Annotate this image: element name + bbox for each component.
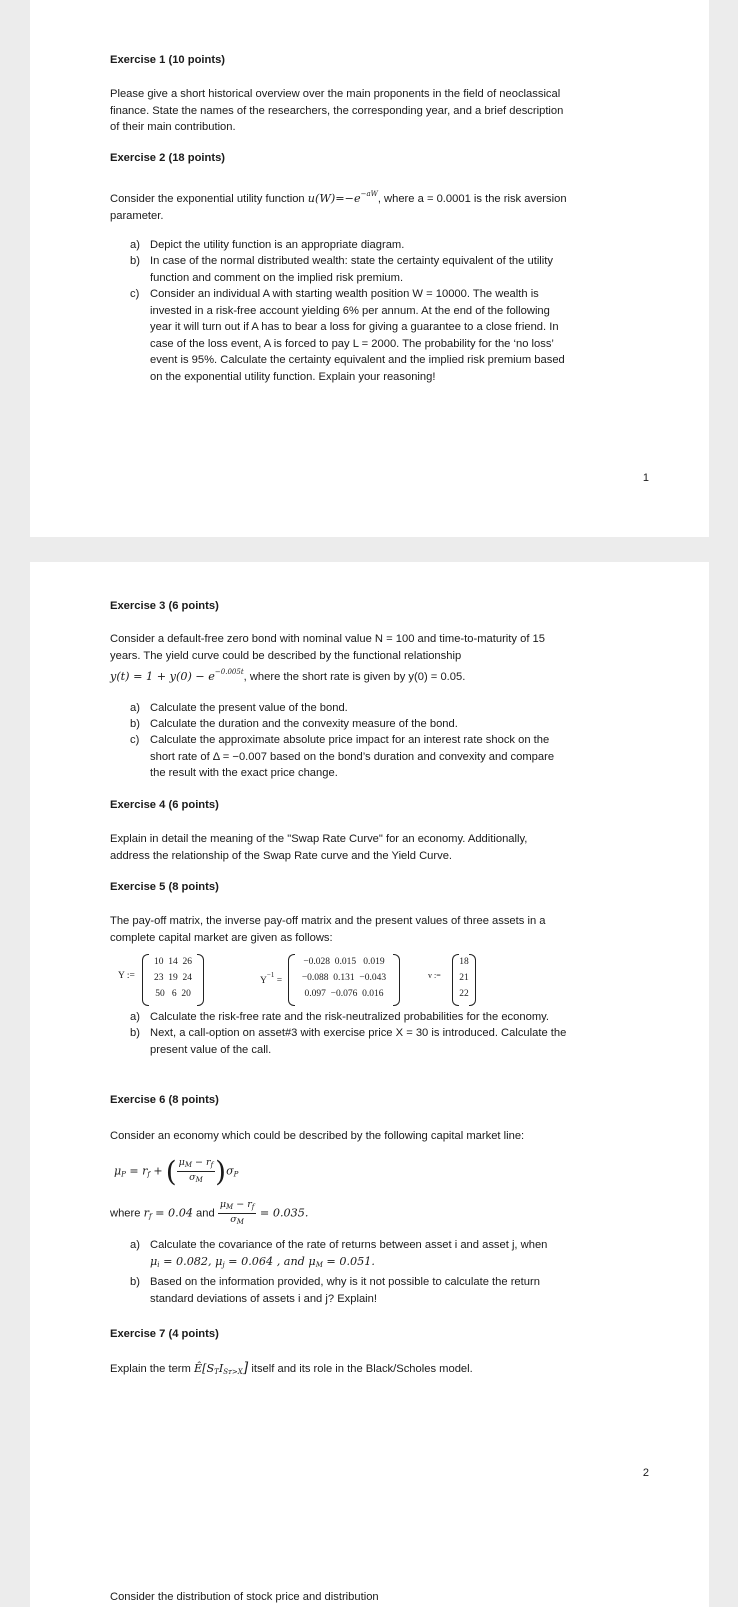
exercise-2-item-c — [130, 286, 640, 385]
exercise-6-item-b — [130, 1274, 640, 1307]
exercise-2-item-a — [130, 237, 640, 254]
text-span: = — [276, 976, 283, 986]
exercise-5-text — [110, 913, 650, 946]
text-span: μ — [178, 1157, 185, 1168]
document-page-3 — [30, 1547, 709, 1607]
text-span: r — [143, 1206, 149, 1220]
text-line — [110, 186, 650, 208]
yield-exponent: −0.005t — [214, 668, 244, 676]
matrix-row: 50 6 20 — [155, 989, 191, 999]
Y-matrix — [142, 954, 204, 1004]
text-line: Consider a default-free zero bond with nominal value N = 100 and time-to-maturity of 15 — [110, 633, 545, 645]
exercise-4-title: Exercise 4 (6 points) — [110, 799, 219, 811]
matrix-row: 0.097 −0.076 0.016 — [304, 989, 384, 999]
item-label: b) — [130, 1276, 140, 1288]
text-line: the result with the exact price change. — [150, 767, 338, 779]
exercise-3-item-c — [130, 732, 640, 782]
exercise-5-title: Exercise 5 (8 points) — [110, 881, 219, 893]
item-label: c) — [130, 288, 140, 300]
text-line: parameter. — [110, 209, 164, 222]
cml-fraction — [177, 1157, 216, 1186]
text-span: i — [157, 1260, 160, 1269]
exercise-3-title: Exercise 3 (6 points) — [110, 600, 219, 612]
exercise-6-title: Exercise 6 (8 points) — [110, 1094, 219, 1106]
text-span: σ — [226, 1164, 234, 1178]
text-span: μ — [215, 1254, 223, 1268]
matrix-row: 22 — [459, 989, 469, 999]
text-line: function and comment on the implied risk premium. — [150, 271, 404, 284]
where-fraction — [218, 1199, 257, 1228]
open-paren: ( — [165, 1155, 177, 1188]
Y-matrix-label: Y := — [118, 971, 135, 981]
text-line: Calculate the duration and the convexity measure of the bond. — [150, 718, 458, 730]
matrix-row: −0.028 0.015 0.019 — [303, 957, 385, 967]
capital-market-line-formula — [114, 1155, 238, 1188]
text-span: and — [192, 1207, 218, 1220]
text-line: years. The yield curve could be described by the functional relationship — [110, 649, 462, 662]
item-label: c) — [130, 734, 140, 746]
text-line: of their main contribution. — [110, 121, 236, 133]
text-line: Calculate the approximate absolute price impact for an interest rate shock on the — [150, 734, 550, 746]
text-line: present value of the call. — [150, 1043, 272, 1056]
document-page-1 — [30, 0, 709, 537]
text-line: year it will turn out if A has to bear a loss for giving a guarantee to a close friend. In — [150, 321, 559, 333]
text-span: μ — [150, 1254, 158, 1268]
text-span: , where a = 0.0001 is the risk aversion — [377, 193, 567, 205]
text-span: P — [233, 1170, 239, 1179]
exercise-6-intro: Consider an economy which could be described by the following capital market line: — [110, 1130, 525, 1142]
text-span: M — [184, 1161, 193, 1169]
matrix-block — [118, 954, 678, 1006]
text-span: μ — [219, 1199, 227, 1210]
where-line — [110, 1199, 308, 1228]
item-label: a) — [130, 702, 140, 714]
exercise-7-title: Exercise 7 (4 points) — [110, 1328, 219, 1340]
text-span: f — [251, 1203, 255, 1211]
exercise-4-text — [110, 831, 650, 864]
text-span: M — [195, 1176, 203, 1184]
text-span: Explain the term — [110, 1363, 194, 1375]
inverse-superscript: −1 — [266, 971, 275, 979]
exercise-1-text — [110, 86, 650, 136]
text-line: case of the loss event, A is forced to pay L = 2000. The probability for the ‘no loss’ — [150, 337, 554, 350]
exercise-1-title: Exercise 1 (10 points) — [110, 54, 226, 66]
matrix-row: 23 19 24 — [154, 973, 192, 983]
item-label: b) — [130, 718, 140, 730]
text-line: Depict the utility function is an appropriate diagram. — [150, 239, 405, 251]
text-span: − r — [192, 1157, 211, 1168]
exercise-5-item-a — [130, 1009, 640, 1026]
exercise-3-item-b — [130, 716, 640, 733]
text-span: M — [315, 1260, 323, 1269]
v-vector-label: v := — [428, 971, 441, 980]
text-line — [150, 1254, 640, 1274]
matrix-row: 10 14 26 — [154, 957, 192, 967]
text-span: σ — [230, 1214, 237, 1225]
text-line: standard deviations of assets i and j? Explain! — [150, 1292, 377, 1305]
text-line: Calculate the covariance of the rate of returns between asset i and asset j, when — [150, 1239, 548, 1251]
item-label: a) — [130, 1011, 140, 1023]
matrix-row: 18 — [459, 957, 469, 967]
exercise-5-item-b — [130, 1025, 640, 1058]
text-span: σ — [189, 1172, 196, 1183]
text-span: Ê[S — [193, 1362, 215, 1375]
exercise-3-intro — [110, 631, 650, 686]
text-span: M — [236, 1218, 244, 1226]
exercise-2-title: Exercise 2 (18 points) — [110, 152, 226, 164]
text-span: = 0.051. — [322, 1254, 375, 1268]
text-span: = 0.04 — [151, 1206, 193, 1220]
text-span: where — [110, 1207, 144, 1220]
text-span: f — [148, 1212, 152, 1221]
text-span: f — [210, 1161, 214, 1169]
text-span: μ — [114, 1164, 122, 1178]
text-span: M — [226, 1203, 234, 1211]
item-label: a) — [130, 1239, 140, 1251]
text-line: event is 95%. Calculate the certainty equivalent and the implied risk premium based — [150, 354, 565, 366]
Y-inverse-matrix — [288, 954, 400, 1004]
text-span: = 0.035. — [256, 1206, 309, 1220]
text-span: = 0.082, — [159, 1254, 216, 1268]
text-span: Y — [260, 976, 267, 986]
text-span: I — [218, 1362, 224, 1375]
page-number: 1 — [642, 472, 649, 484]
text-line: Explain in detail the meaning of the "Swap Rate Curve" for an economy. Additionally, — [110, 833, 528, 845]
utility-exponent: −aW — [360, 190, 378, 198]
exercise-7-text — [110, 1360, 473, 1376]
text-span: ] — [242, 1360, 249, 1376]
text-line: on the exponential utility function. Explain your reasoning! — [150, 370, 436, 383]
exercise-2-item-b — [130, 253, 640, 286]
text-span: Sᴛ>X — [223, 1368, 243, 1376]
text-span: Consider the exponential utility function — [110, 193, 308, 205]
v-vector — [452, 954, 476, 1004]
utility-formula: u(W)=−e — [307, 192, 361, 205]
exercise-6-item-a — [130, 1237, 640, 1273]
close-paren: ) — [215, 1155, 227, 1188]
item-label: a) — [130, 239, 140, 251]
text-line: Calculate the risk-free rate and the risk-neutralized probabilities for the economy. — [150, 1011, 550, 1023]
exercise-3-item-a — [130, 700, 640, 717]
text-span: j — [222, 1260, 225, 1269]
exercise-2-intro — [110, 186, 650, 224]
text-line: invested in a risk-free account yielding 6% per annum. At the end of the following — [150, 304, 550, 317]
text-span: f — [147, 1170, 150, 1179]
text-span: , where the short rate is given by y(0) = 0.05. — [243, 671, 466, 683]
text-line — [110, 664, 650, 686]
text-line: complete capital market are given as follows: — [110, 931, 333, 944]
text-line: Calculate the present value of the bond. — [150, 702, 348, 714]
text-span: μ — [308, 1254, 316, 1268]
document-page-2 — [30, 562, 709, 1565]
text-line: finance. State the names of the researchers, the corresponding year, and a brief description — [110, 104, 564, 117]
yield-curve-formula: y(t) = 1 + y(0) − e — [110, 670, 215, 683]
text-span: − r — [233, 1199, 252, 1210]
text-span: + — [149, 1164, 163, 1178]
matrix-row: −0.088 0.131 −0.043 — [301, 973, 387, 983]
text-span: T — [214, 1368, 219, 1376]
text-line: short rate of Δ = −0.007 based on the bond’s duration and convexity and compare — [150, 750, 555, 763]
item-label: b) — [130, 1027, 140, 1039]
text-span: itself and its role in the Black/Scholes model. — [248, 1363, 473, 1375]
text-line: The pay-off matrix, the inverse pay-off matrix and the present values of three assets in a — [110, 915, 546, 927]
text-line: In case of the normal distributed wealth: state the certainty equivalent of the utility — [150, 255, 553, 267]
text-line: address the relationship of the Swap Rate curve and the Yield Curve. — [110, 849, 453, 862]
text-span: = 0.064 , and — [224, 1254, 309, 1268]
text-span: = r — [125, 1164, 148, 1178]
page-number: 2 — [642, 1467, 649, 1479]
text-line: Next, a call-option on asset#3 with exercise price X = 30 is introduced. Calculate the — [150, 1027, 567, 1039]
matrix-row: 21 — [459, 973, 469, 983]
text-line: Based on the information provided, why is it not possible to calculate the return — [150, 1276, 540, 1288]
text-line: Please give a short historical overview over the main proponents in the field of neoclassical — [110, 88, 561, 100]
item-label: b) — [130, 255, 140, 267]
Y-inverse-label — [260, 971, 282, 986]
page-3-fragment: Consider the distribution of stock price and distribution — [110, 1591, 379, 1603]
text-line: Consider an individual A with starting wealth position W = 10000. The wealth is — [150, 288, 539, 300]
text-span: P — [121, 1170, 126, 1179]
